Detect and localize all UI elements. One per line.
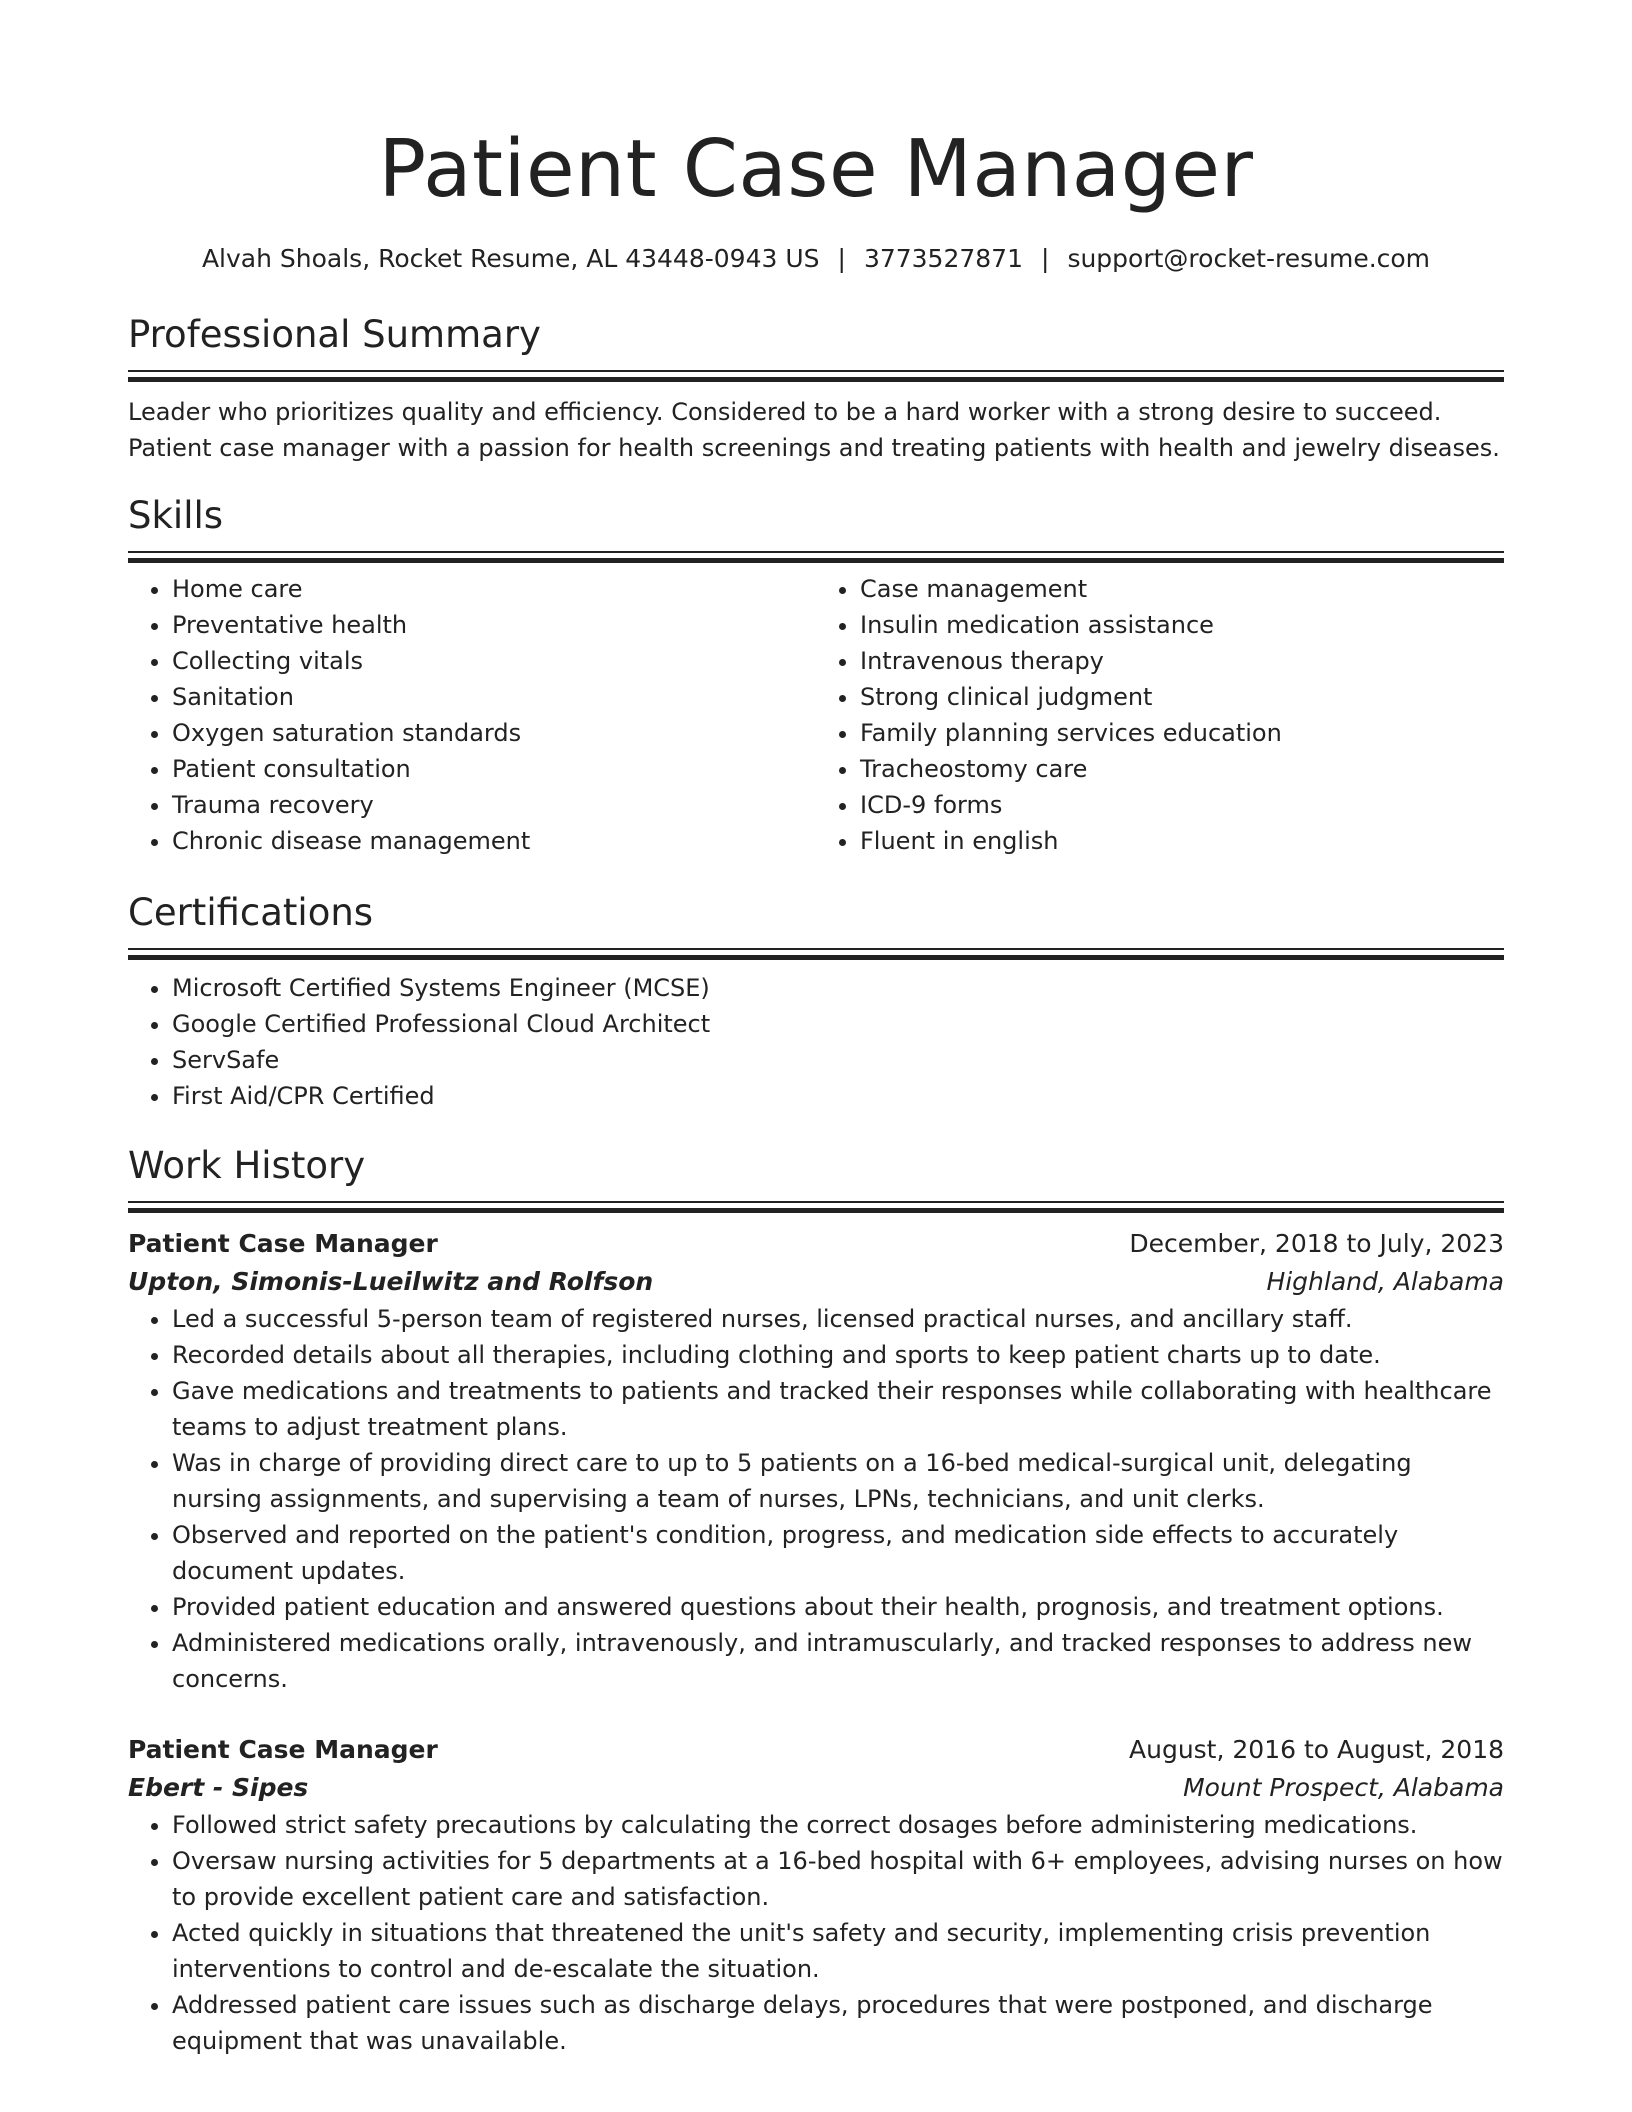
skill-item: • Oxygen saturation standards	[172, 715, 816, 751]
skill-item: • Intravenous therapy	[860, 643, 1504, 679]
skill-item: • Fluent in english	[860, 823, 1504, 859]
contact-line	[128, 243, 1504, 275]
job-bullet: • Followed strict safety precautions by calculating the correct dosages before administering medications.	[172, 1807, 1504, 1843]
job-bullets	[128, 1807, 1504, 2059]
job-bullet: • Oversaw nursing activities for 5 departments at a 16-bed hospital with 6+ employees, advising nurses on how to provide excellent patient care and satisfaction.	[172, 1843, 1504, 1915]
job-bullet: • Recorded details about all therapies, including clothing and sports to keep patient charts up to date.	[172, 1337, 1504, 1373]
certification-item: • First Aid/CPR Certified	[172, 1078, 1504, 1114]
work-history-section	[128, 1142, 1504, 2059]
job-bullet: • Gave medications and treatments to patients and tracked their responses while collaborating with healthcare teams to adjust treatment plans.	[172, 1373, 1504, 1445]
section-heading: Work History	[128, 1144, 366, 1187]
certifications-list	[128, 970, 1504, 1114]
job-bullet: • Was in charge of providing direct care to up to 5 patients on a 16-bed medical-surgical unit, delegating nursing assignments, and supervising a team of nurses, LPNs, technicians, and unit clerks.	[172, 1445, 1504, 1517]
resume-title: Patient Case Manager	[378, 123, 1254, 215]
email: support@rocket-resume.com	[1067, 244, 1431, 273]
job-bullet: • Led a successful 5-person team of registered nurses, licensed practical nurses, and ancillary staff.	[172, 1301, 1504, 1337]
skill-item: • Patient consultation	[172, 751, 816, 787]
section-heading: Certifications	[128, 891, 374, 934]
job-title: Patient Case Manager	[128, 1229, 438, 1258]
job-dates: December, 2018 to July, 2023	[1129, 1229, 1504, 1258]
contact-separator: |	[837, 244, 846, 273]
job-title: Patient Case Manager	[128, 1735, 438, 1764]
job-company: Ebert - Sipes	[128, 1773, 309, 1802]
skill-item: • Preventative health	[172, 607, 816, 643]
section-heading: Professional Summary	[128, 313, 541, 356]
job-subheader	[128, 1263, 1504, 1301]
phone: 3773527871	[863, 244, 1023, 273]
skills-list-right	[816, 571, 1504, 859]
section-heading: Skills	[128, 494, 224, 537]
skill-item: • ICD-9 forms	[860, 787, 1504, 823]
job-header	[128, 1225, 1504, 1263]
job-header	[128, 1731, 1504, 1769]
job-dates: August, 2016 to August, 2018	[1129, 1735, 1504, 1764]
skill-item: • Family planning services education	[860, 715, 1504, 751]
job-company: Upton, Simonis-Lueilwitz and Rolfson	[128, 1267, 654, 1296]
job-location: Mount Prospect, Alabama	[1183, 1773, 1504, 1802]
job-entry	[128, 1731, 1504, 2059]
skill-item: • Collecting vitals	[172, 643, 816, 679]
summary-section	[128, 311, 1504, 466]
section-divider	[128, 370, 1504, 380]
job-bullets	[128, 1301, 1504, 1697]
address: Alvah Shoals, Rocket Resume, AL 43448-0943 US	[201, 244, 820, 273]
skills-section	[128, 492, 1504, 859]
job-subheader	[128, 1769, 1504, 1807]
section-divider	[128, 948, 1504, 958]
job-bullet: • Acted quickly in situations that threatened the unit's safety and security, implementing crisis prevention interventions to control and de-escalate the situation.	[172, 1915, 1504, 1987]
skill-item: • Chronic disease management	[172, 823, 816, 859]
certification-item: • Microsoft Certified Systems Engineer (MCSE)	[172, 970, 1504, 1006]
section-divider	[128, 551, 1504, 561]
skill-item: • Home care	[172, 571, 816, 607]
skills-grid	[128, 571, 1504, 859]
skill-item: • Tracheostomy care	[860, 751, 1504, 787]
skills-list-left	[128, 571, 816, 859]
skill-item: • Insulin medication assistance	[860, 607, 1504, 643]
certifications-section	[128, 889, 1504, 1114]
contact-separator: |	[1041, 244, 1050, 273]
job-bullet: • Administered medications orally, intravenously, and intramuscularly, and tracked responses to address new concerns.	[172, 1625, 1504, 1697]
skill-item: • Trauma recovery	[172, 787, 816, 823]
job-entry	[128, 1225, 1504, 1697]
job-bullet: • Provided patient education and answered questions about their health, prognosis, and treatment options.	[172, 1589, 1504, 1625]
job-location: Highland, Alabama	[1266, 1267, 1504, 1296]
certification-item: • ServSafe	[172, 1042, 1504, 1078]
skill-item: • Case management	[860, 571, 1504, 607]
job-bullet: • Addressed patient care issues such as discharge delays, procedures that were postponed, and discharge equipment that was unavailable.	[172, 1987, 1504, 2059]
certification-item: • Google Certified Professional Cloud Architect	[172, 1006, 1504, 1042]
summary-text: Leader who prioritizes quality and efficiency. Considered to be a hard worker with a strong desire to succeed. Patient case manager with a passion for health screenings and treating patients with health and jewelry diseases.	[128, 398, 1500, 462]
skill-item: • Sanitation	[172, 679, 816, 715]
skill-item: • Strong clinical judgment	[860, 679, 1504, 715]
job-bullet: • Observed and reported on the patient's condition, progress, and medication side effects to accurately document updates.	[172, 1517, 1504, 1589]
section-divider	[128, 1201, 1504, 1211]
